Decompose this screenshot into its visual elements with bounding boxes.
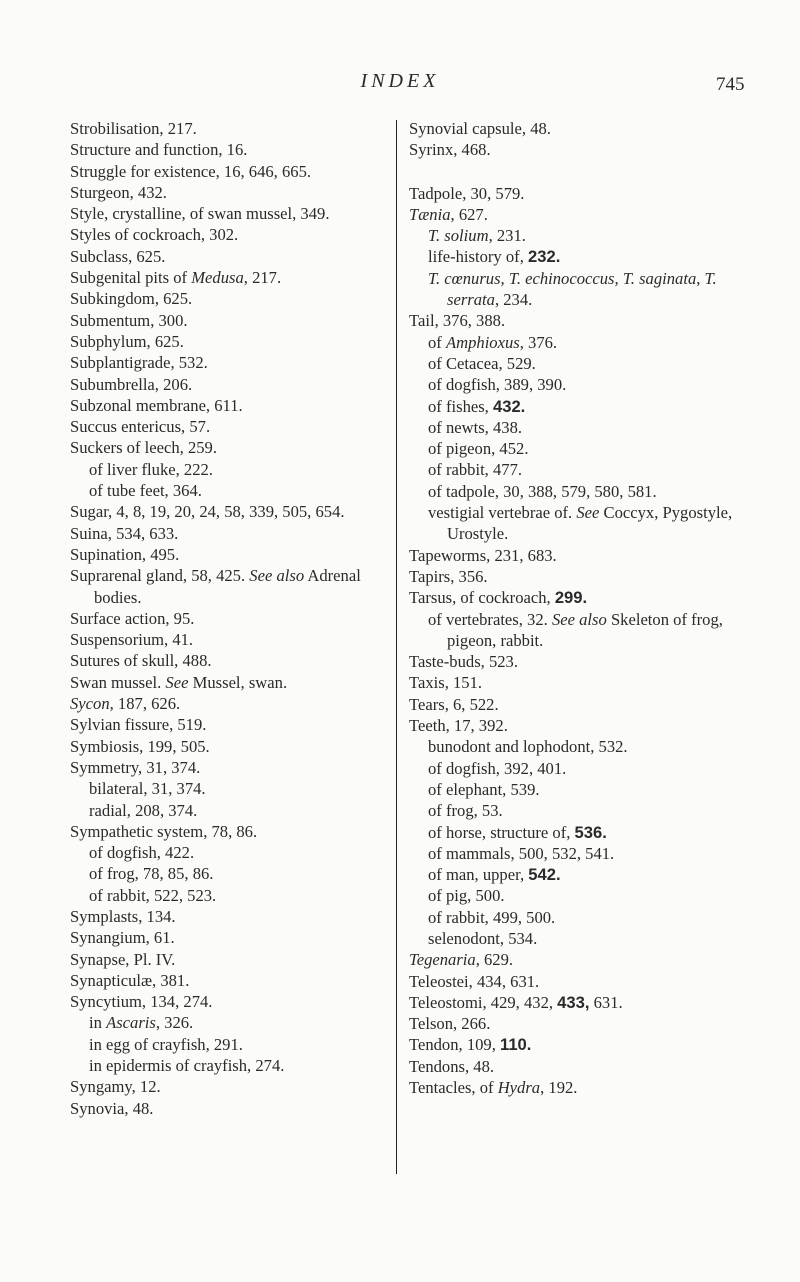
index-entry	[70, 1076, 400, 1097]
entry-text: Tears, 6, 522.	[409, 694, 499, 714]
entry-text: , 326.	[155, 1013, 194, 1033]
index-entry	[70, 629, 400, 650]
entry-text: 433,	[557, 992, 590, 1012]
entry-text: of rabbit, 477.	[428, 460, 523, 480]
index-entry	[70, 523, 400, 544]
index-entry	[70, 501, 400, 522]
index-entry	[70, 288, 400, 309]
index-entry	[70, 757, 400, 778]
index-entry	[70, 437, 400, 458]
index-subentry	[70, 863, 400, 884]
entry-text: Hydra	[497, 1078, 541, 1098]
entry-text: radial, 208, 374.	[89, 800, 198, 820]
entry-text: Tentacles, of	[409, 1078, 498, 1098]
index-subentry	[409, 885, 749, 906]
entry-text: 299.	[554, 588, 588, 608]
index-entry	[70, 821, 400, 842]
index-entry	[70, 1098, 400, 1119]
entry-text: Styles of cockroach, 302.	[70, 225, 239, 245]
entry-text: Synovial capsule, 48.	[409, 119, 551, 138]
entry-text: Subclass, 625.	[70, 246, 166, 266]
entry-text: Suspensorium, 41.	[70, 630, 194, 650]
entry-text: 432.	[492, 396, 526, 416]
entry-text: of man, upper,	[428, 865, 529, 885]
index-entry	[70, 714, 400, 735]
index-subentry	[409, 800, 749, 821]
entry-text: bilateral, 31, 374.	[89, 779, 206, 799]
entry-text: Tarsus, of cockroach,	[409, 588, 555, 608]
index-subentry	[409, 438, 749, 459]
entry-text: Adrenal bodies.	[94, 566, 361, 607]
index-entry	[409, 949, 749, 970]
index-entry	[70, 693, 400, 714]
entry-text: Surface action, 95.	[70, 608, 195, 628]
entry-text: 631.	[589, 992, 623, 1012]
index-subentry	[70, 1055, 400, 1076]
index-entry	[409, 651, 749, 672]
index-subentry	[409, 481, 749, 502]
index-entry	[409, 310, 749, 331]
entry-text: Taxis, 151.	[409, 673, 483, 693]
index-subentry	[409, 246, 749, 267]
entry-text: Skeleton of frog, pigeon, rabbit.	[447, 609, 723, 650]
entry-text: Style, crystalline, of swan mussel, 349.	[70, 204, 330, 224]
entry-text: Symmetry, 31, 374.	[70, 757, 201, 777]
entry-text: Synovia, 48.	[70, 1098, 154, 1118]
index-entry	[409, 587, 749, 608]
entry-text: of Cetacea, 529.	[428, 353, 536, 373]
index-entry	[409, 1034, 749, 1055]
index-entry	[70, 203, 400, 224]
entry-text: Sturgeon, 432.	[70, 182, 167, 202]
entry-text: bunodont and lophodont, 532.	[428, 737, 628, 757]
index-entry	[70, 927, 400, 948]
entry-text: Tendons, 48.	[409, 1056, 495, 1076]
entry-text: of rabbit, 522, 523.	[89, 885, 217, 905]
entry-text: of dogfish, 389, 390.	[428, 375, 567, 395]
index-entry	[70, 139, 400, 160]
index-entry	[70, 331, 400, 352]
entry-text: , 192.	[540, 1078, 578, 1098]
index-subentry	[409, 758, 749, 779]
index-subentry	[409, 928, 749, 949]
index-entry	[409, 992, 749, 1013]
index-subentry	[409, 417, 749, 438]
entry-text: 542.	[528, 865, 561, 885]
entry-text: selenodont, 534.	[428, 928, 538, 948]
entry-text: Suckers of leech, 259.	[70, 438, 217, 458]
entry-text: Mussel, swan.	[188, 672, 288, 692]
entry-text: Supination, 495.	[70, 544, 180, 564]
entry-text: of frog, 53.	[428, 801, 503, 821]
index-subentry	[409, 225, 749, 246]
index-entry	[409, 715, 749, 736]
index-subentry	[70, 778, 400, 799]
entry-text: of newts, 438.	[428, 417, 523, 437]
entry-text: of dogfish, 392, 401.	[428, 758, 567, 778]
index-column-left	[70, 118, 400, 1119]
entry-text: Tapirs, 356.	[409, 566, 488, 586]
index-subentry	[70, 842, 400, 863]
entry-text: vestigial vertebrae of.	[428, 503, 577, 523]
entry-text: life-history of,	[428, 247, 529, 267]
entry-text: , 231.	[488, 226, 526, 246]
index-entry	[70, 544, 400, 565]
entry-text: Syngamy, 12.	[70, 1077, 161, 1097]
entry-text: Telson, 266.	[409, 1014, 491, 1034]
entry-text: Syrinx, 468.	[409, 140, 491, 160]
entry-text: Taste-buds, 523.	[409, 652, 518, 672]
index-subentry	[409, 907, 749, 928]
index-entry	[70, 118, 400, 139]
index-entry	[409, 118, 749, 139]
entry-text: Teleostei, 434, 631.	[409, 971, 540, 991]
index-subentry	[409, 268, 749, 311]
index-subentry	[409, 609, 749, 652]
index-subentry	[409, 353, 749, 374]
index-entry	[70, 991, 400, 1012]
entry-text: Succus entericus, 57.	[70, 417, 211, 437]
entry-text: Sylvian fissure, 519.	[70, 715, 207, 735]
entry-text: Teleostomi, 429, 432,	[409, 992, 558, 1012]
index-subentry	[70, 1012, 400, 1033]
index-column-right	[409, 118, 749, 1098]
entry-text: of frog, 78, 85, 86.	[89, 864, 214, 884]
entry-text: of rabbit, 499, 500.	[428, 907, 556, 927]
entry-text: , 627.	[450, 204, 488, 224]
entry-text: Swan mussel.	[70, 672, 166, 692]
index-entry	[409, 183, 749, 204]
entry-text: Suprarenal gland, 58, 425.	[70, 566, 250, 586]
index-entry	[409, 694, 749, 715]
entry-text: Subkingdom, 625.	[70, 289, 193, 309]
entry-text: in	[89, 1013, 107, 1033]
entry-text: Coccyx, Pygostyle, Urostyle.	[447, 503, 733, 544]
entry-text: Sycon	[70, 694, 110, 714]
entry-text: Structure and function, 16.	[70, 140, 248, 160]
entry-text: T. solium	[428, 226, 489, 246]
page-number: 745	[716, 74, 745, 95]
index-entry	[70, 395, 400, 416]
entry-text: in egg of crayfish, 291.	[89, 1034, 243, 1054]
column-divider	[396, 120, 397, 1174]
index-entry	[409, 545, 749, 566]
entry-text: See	[576, 503, 600, 523]
index-subentry	[70, 1034, 400, 1055]
index-entry	[70, 650, 400, 671]
index-subentry	[409, 864, 749, 885]
entry-text: of vertebrates, 32.	[428, 609, 552, 629]
entry-text: of horse, structure of,	[428, 822, 575, 842]
entry-text: Syncytium, 134, 274.	[70, 992, 213, 1012]
entry-text: Tegenaria	[409, 950, 476, 970]
index-entry	[409, 971, 749, 992]
entry-text: Subzonal membrane, 611.	[70, 395, 243, 415]
index-entry	[70, 352, 400, 373]
entry-text: 110.	[500, 1035, 532, 1055]
index-entry	[70, 565, 400, 608]
entry-text: Tadpole, 30, 579.	[409, 183, 525, 203]
entry-text: Subphylum, 625.	[70, 331, 184, 351]
entry-text: of pig, 500.	[428, 886, 505, 906]
index-subentry	[409, 332, 749, 353]
index-subentry	[409, 779, 749, 800]
entry-text: Tænia	[409, 204, 451, 224]
entry-text: Tail, 376, 388.	[409, 311, 506, 331]
index-entry	[70, 374, 400, 395]
entry-text: in epidermis of crayfish, 274.	[89, 1056, 285, 1076]
index-entry	[70, 608, 400, 629]
index-entry	[70, 970, 400, 991]
entry-text: Subplantigrade, 532.	[70, 353, 208, 373]
entry-text: Suina, 534, 633.	[70, 523, 179, 543]
index-entry	[409, 139, 749, 160]
entry-text: Strobilisation, 217.	[70, 119, 197, 138]
entry-text: , 187, 626.	[109, 694, 181, 714]
index-subentry	[409, 396, 749, 417]
index-entry	[70, 906, 400, 927]
entry-text: Medusa	[191, 268, 244, 288]
entry-text: See	[165, 672, 189, 692]
index-subentry	[70, 480, 400, 501]
entry-text: T. cœnurus, T. echinococcus, T. saginata, T. serrata	[428, 268, 717, 310]
index-subentry	[409, 843, 749, 864]
entry-text: of mammals, 500, 532, 541.	[428, 843, 615, 863]
entry-text: of	[428, 332, 446, 352]
entry-text: Sympathetic system, 78, 86.	[70, 821, 258, 841]
index-subentry	[409, 736, 749, 757]
index-subentry	[70, 800, 400, 821]
entry-text: Subumbrella, 206.	[70, 374, 193, 394]
entry-text: of liver fluke, 222.	[89, 459, 213, 479]
index-entry	[70, 182, 400, 203]
entry-text: of pigeon, 452.	[428, 439, 529, 459]
index-entry	[70, 416, 400, 437]
index-subentry	[409, 459, 749, 480]
index-entry	[70, 736, 400, 757]
entry-text: Symplasts, 134.	[70, 906, 176, 926]
page-running-title: INDEX	[360, 70, 440, 92]
index-entry	[70, 949, 400, 970]
index-entry	[70, 246, 400, 267]
entry-text: , 629.	[475, 950, 514, 970]
index-subentry	[409, 502, 749, 545]
index-subentry	[409, 374, 749, 395]
entry-text: Synapticulæ, 381.	[70, 970, 190, 990]
entry-text: See also	[551, 609, 607, 629]
entry-text: of dogfish, 422.	[89, 843, 195, 863]
entry-text: Tapeworms, 231, 683.	[409, 545, 557, 565]
entry-text: Tendon, 109,	[409, 1035, 501, 1055]
entry-text: 232.	[528, 247, 561, 267]
index-entry	[409, 566, 749, 587]
index-subentry	[70, 459, 400, 480]
entry-text: Synangium, 61.	[70, 928, 175, 948]
entry-text: Ascaris	[106, 1013, 156, 1033]
index-entry	[70, 161, 400, 182]
index-entry	[409, 1013, 749, 1034]
entry-text: of elephant, 539.	[428, 779, 540, 799]
index-entry	[409, 204, 749, 225]
entry-text: Symbiosis, 199, 505.	[70, 736, 210, 756]
entry-text: Submentum, 300.	[70, 310, 188, 330]
entry-text: Subgenital pits of	[70, 268, 192, 288]
entry-text: Struggle for existence, 16, 646, 665.	[70, 161, 312, 181]
index-entry	[409, 1056, 749, 1077]
index-entry	[70, 310, 400, 331]
entry-text: of fishes,	[428, 396, 493, 416]
entry-text: Teeth, 17, 392.	[409, 716, 508, 736]
index-subentry	[409, 822, 749, 843]
entry-text: , 376.	[519, 332, 558, 352]
index-subentry	[70, 885, 400, 906]
index-entry	[70, 672, 400, 693]
index-entry	[409, 1077, 749, 1098]
entry-text: Sutures of skull, 488.	[70, 651, 212, 671]
entry-text: See also	[249, 566, 305, 586]
entry-text: , 234.	[494, 290, 533, 310]
entry-text: of tube feet, 364.	[89, 481, 202, 501]
index-entry	[70, 224, 400, 245]
entry-text: Synapse, Pl. IV.	[70, 949, 176, 969]
entry-text: Sugar, 4, 8, 19, 20, 24, 58, 339, 505, 654.	[70, 502, 345, 522]
index-entry	[70, 267, 400, 288]
entry-text: , 217.	[243, 268, 282, 288]
entry-text: 536.	[574, 822, 607, 842]
entry-text: Amphioxus	[445, 332, 520, 352]
entry-text: of tadpole, 30, 388, 579, 580, 581.	[428, 481, 657, 501]
index-entry	[409, 672, 749, 693]
